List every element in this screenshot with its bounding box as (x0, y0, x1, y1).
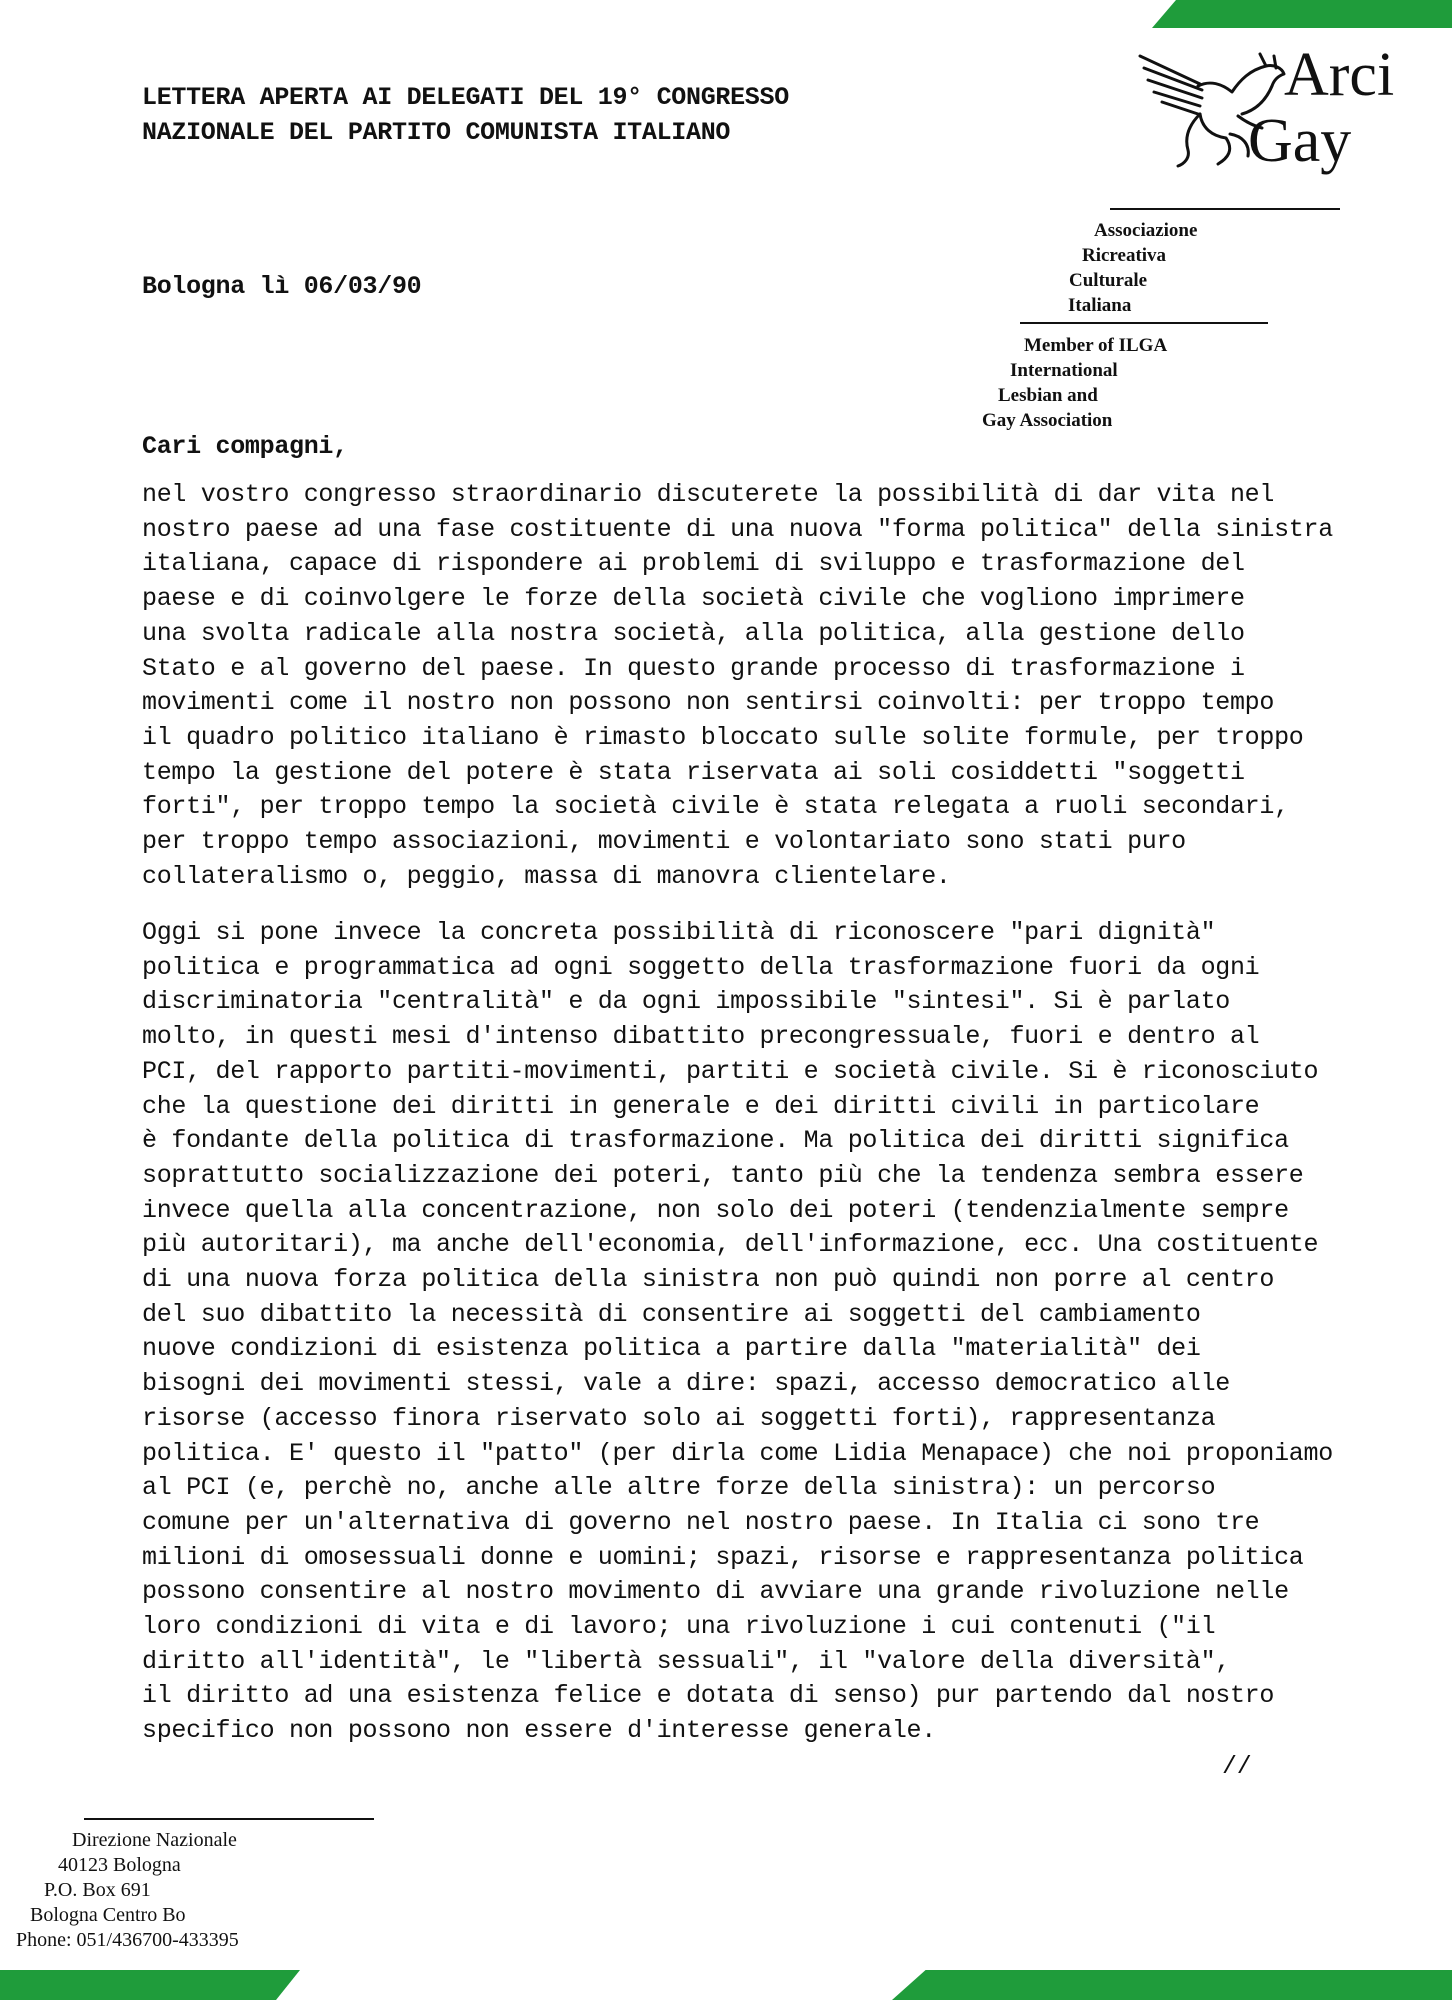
footer-rule (84, 1818, 374, 1820)
ilga-membership (982, 333, 1167, 433)
membership-line: International (1010, 360, 1118, 381)
text-line: Stato e al governo del paese. In questo grande processo di trasformazione i (142, 653, 1245, 683)
text-line: discriminatoria "centralità" e da ogni impossibile "sintesi". Si è parlato (142, 987, 1230, 1017)
association-line: Associazione (1094, 220, 1198, 241)
association-name (1068, 218, 1197, 318)
text-line: nuove condizioni di esistenza politica a partire dalla "materialità" dei (142, 1334, 1201, 1364)
text-line: politica. E' questo il "patto" (per dirla come Lidia Menapace) che noi proponiamo (142, 1438, 1333, 1468)
text-line: del suo dibattito la necessità di consentire ai soggetti del cambiamento (142, 1299, 1201, 1329)
association-bottom-rule (1020, 322, 1268, 324)
text-line: Oggi si pone invece la concreta possibilità di riconoscere "pari dignità" (142, 918, 1216, 947)
footer-line: Direzione Nazionale (72, 1829, 237, 1851)
top-green-band (1152, 0, 1452, 28)
heading-line: NAZIONALE DEL PARTITO COMUNISTA ITALIANO (142, 118, 731, 147)
letter-heading (142, 80, 902, 150)
text-line: il diritto ad una esistenza felice e dotata di senso) pur partendo dal nostro (142, 1681, 1275, 1711)
text-line: più autoritari), ma anche dell'economia, dell'informazione, ecc. Una costituente (142, 1230, 1319, 1260)
text-line: loro condizioni di vita e di lavoro; una rivoluzione i cui contenuti ("il (142, 1612, 1216, 1642)
bottom-left-green-band (0, 1970, 300, 2000)
text-line: possono consentire al nostro movimento di avviare una grande rivoluzione nelle (142, 1577, 1289, 1607)
paragraph-1 (142, 478, 1362, 894)
paragraph-2 (142, 916, 1362, 1749)
text-line: che la questione dei diritti in generale e dei diritti civili in particolare (142, 1091, 1260, 1121)
text-line: è fondante della politica di trasformazione. Ma politica dei diritti significa (142, 1126, 1289, 1156)
logo-wordmark-gay: Gay (1248, 107, 1352, 175)
text-line: collateralismo o, peggio, massa di manovra clientelare. (142, 861, 951, 891)
text-line: per troppo tempo associazioni, movimenti e volontariato sono stati puro (142, 827, 1186, 857)
footer-line: Bologna Centro Bo (30, 1904, 186, 1926)
text-line: il quadro politico italiano è rimasto bloccato sulle solite formule, per troppo (142, 722, 1304, 752)
text-line: una svolta radicale alla nostra società, alla politica, alla gestione dello (142, 618, 1245, 648)
letter-date: Bologna lì 06/03/90 (142, 272, 422, 301)
membership-line: Lesbian and (998, 385, 1098, 406)
membership-line: Member of ILGA (1024, 335, 1168, 356)
text-line: di una nuova forza politica della sinistra non può quindi non porre al centro (142, 1265, 1275, 1295)
text-line: paese e di coinvolgere le forze della società civile che vogliono imprimere (142, 584, 1245, 614)
text-line: risorse (accesso finora riservato solo ai soggetti forti), rappresentanza (142, 1403, 1216, 1433)
association-line: Ricreativa (1082, 245, 1167, 266)
membership-line: Gay Association (982, 410, 1113, 431)
bottom-right-green-band (892, 1970, 1452, 2000)
text-line: al PCI (e, perchè no, anche alle altre forze della sinistra): un percorso (142, 1473, 1216, 1503)
arcigay-logo (1138, 40, 1418, 190)
text-line: milioni di omosessuali donne e uomini; spazi, risorse e rappresentanza politica (142, 1542, 1304, 1572)
text-line: movimenti come il nostro non possono non sentirsi coinvolti: per troppo tempo (142, 688, 1275, 718)
text-line: specifico non possono non essere d'interesse generale. (142, 1716, 936, 1746)
association-top-rule (1110, 208, 1340, 210)
text-line: molto, in questi mesi d'intenso dibattito precongressuale, fuori e dentro al (142, 1022, 1260, 1052)
continuation-mark: // (1222, 1752, 1252, 1781)
text-line: tempo la gestione del potere è stata riservata ai soli cosiddetti "soggetti (142, 757, 1245, 787)
text-line: diritto all'identità", le "libertà sessuali", il "valore della diversità", (142, 1646, 1230, 1676)
text-line: nel vostro congresso straordinario discuterete la possibilità di dar vita nel (142, 480, 1275, 509)
heading-line: LETTERA APERTA AI DELEGATI DEL 19° CONGRESSO (142, 83, 789, 112)
text-line: forti", per troppo tempo la società civile è stata relegata a ruoli secondari, (142, 792, 1289, 822)
text-line: soprattutto socializzazione dei poteri, tanto più che la tendenza sembra essere (142, 1160, 1304, 1190)
footer-line: P.O. Box 691 (44, 1879, 151, 1901)
text-line: politica e programmatica ad ogni soggetto della trasformazione fuori da ogni (142, 952, 1260, 982)
association-line: Culturale (1069, 270, 1148, 291)
footer-line: 40123 Bologna (58, 1854, 181, 1876)
footer-line: Phone: 051/436700-433395 (16, 1929, 239, 1951)
text-line: bisogni dei movimenti stessi, vale a dire: spazi, accesso democratico alle (142, 1369, 1230, 1399)
text-line: comune per un'alternativa di governo nel nostro paese. In Italia ci sono tre (142, 1507, 1260, 1537)
text-line: invece quella alla concentrazione, non solo dei poteri (tendenzialmente sempre (142, 1195, 1289, 1225)
text-line: italiana, capace di rispondere ai problemi di sviluppo e trasformazione del (142, 549, 1245, 579)
logo-wordmark-arci: Arci (1284, 41, 1395, 109)
salutation: Cari compagni, (142, 432, 348, 461)
text-line: PCI, del rapporto partiti-movimenti, partiti e società civile. Si è riconosciuto (142, 1056, 1319, 1086)
text-line: nostro paese ad una fase costituente di una nuova "forma politica" della sinistra (142, 514, 1333, 544)
association-line: Italiana (1068, 295, 1132, 316)
